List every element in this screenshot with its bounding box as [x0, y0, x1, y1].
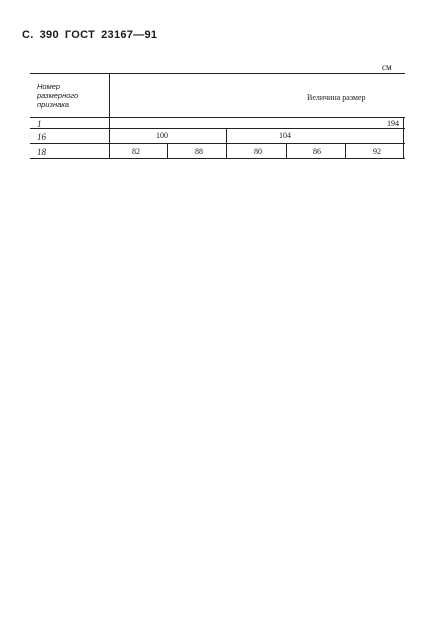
header-row-label: 16 [37, 132, 46, 142]
page-header [22, 29, 163, 41]
row-header-line: Номер [37, 82, 61, 91]
header-row-label: 18 [37, 147, 46, 157]
header-value: 194 [387, 119, 399, 128]
header-rule [30, 128, 405, 129]
header-row-label: 1 [37, 119, 42, 129]
page-number: 390 [39, 29, 59, 41]
header-value: 100 [156, 131, 168, 140]
header-value: 92 [373, 147, 381, 156]
header-rule [30, 117, 405, 118]
column-divider [345, 143, 346, 158]
header-value: 80 [254, 147, 262, 156]
row-header-line: признака [37, 100, 69, 109]
column-divider [286, 143, 287, 158]
column-divider [226, 128, 227, 158]
header-value: 88 [195, 147, 203, 156]
column-divider [109, 73, 110, 158]
row-header-line: размерного [37, 91, 79, 100]
table-title: Величина размер [307, 93, 366, 102]
header-value: 82 [132, 147, 140, 156]
header-bottom-rule [30, 158, 405, 159]
table-top-rule [30, 73, 405, 74]
standard-number: 23167—91 [101, 29, 158, 41]
column-divider [167, 143, 168, 158]
page-prefix: С. [22, 29, 34, 41]
header-value: 86 [313, 147, 321, 156]
row-header-label [37, 82, 78, 109]
column-divider [403, 118, 404, 158]
unit-label: см [382, 62, 392, 72]
header-value: 104 [279, 131, 291, 140]
header-rule [30, 143, 405, 144]
standard-label: ГОСТ [64, 29, 96, 41]
